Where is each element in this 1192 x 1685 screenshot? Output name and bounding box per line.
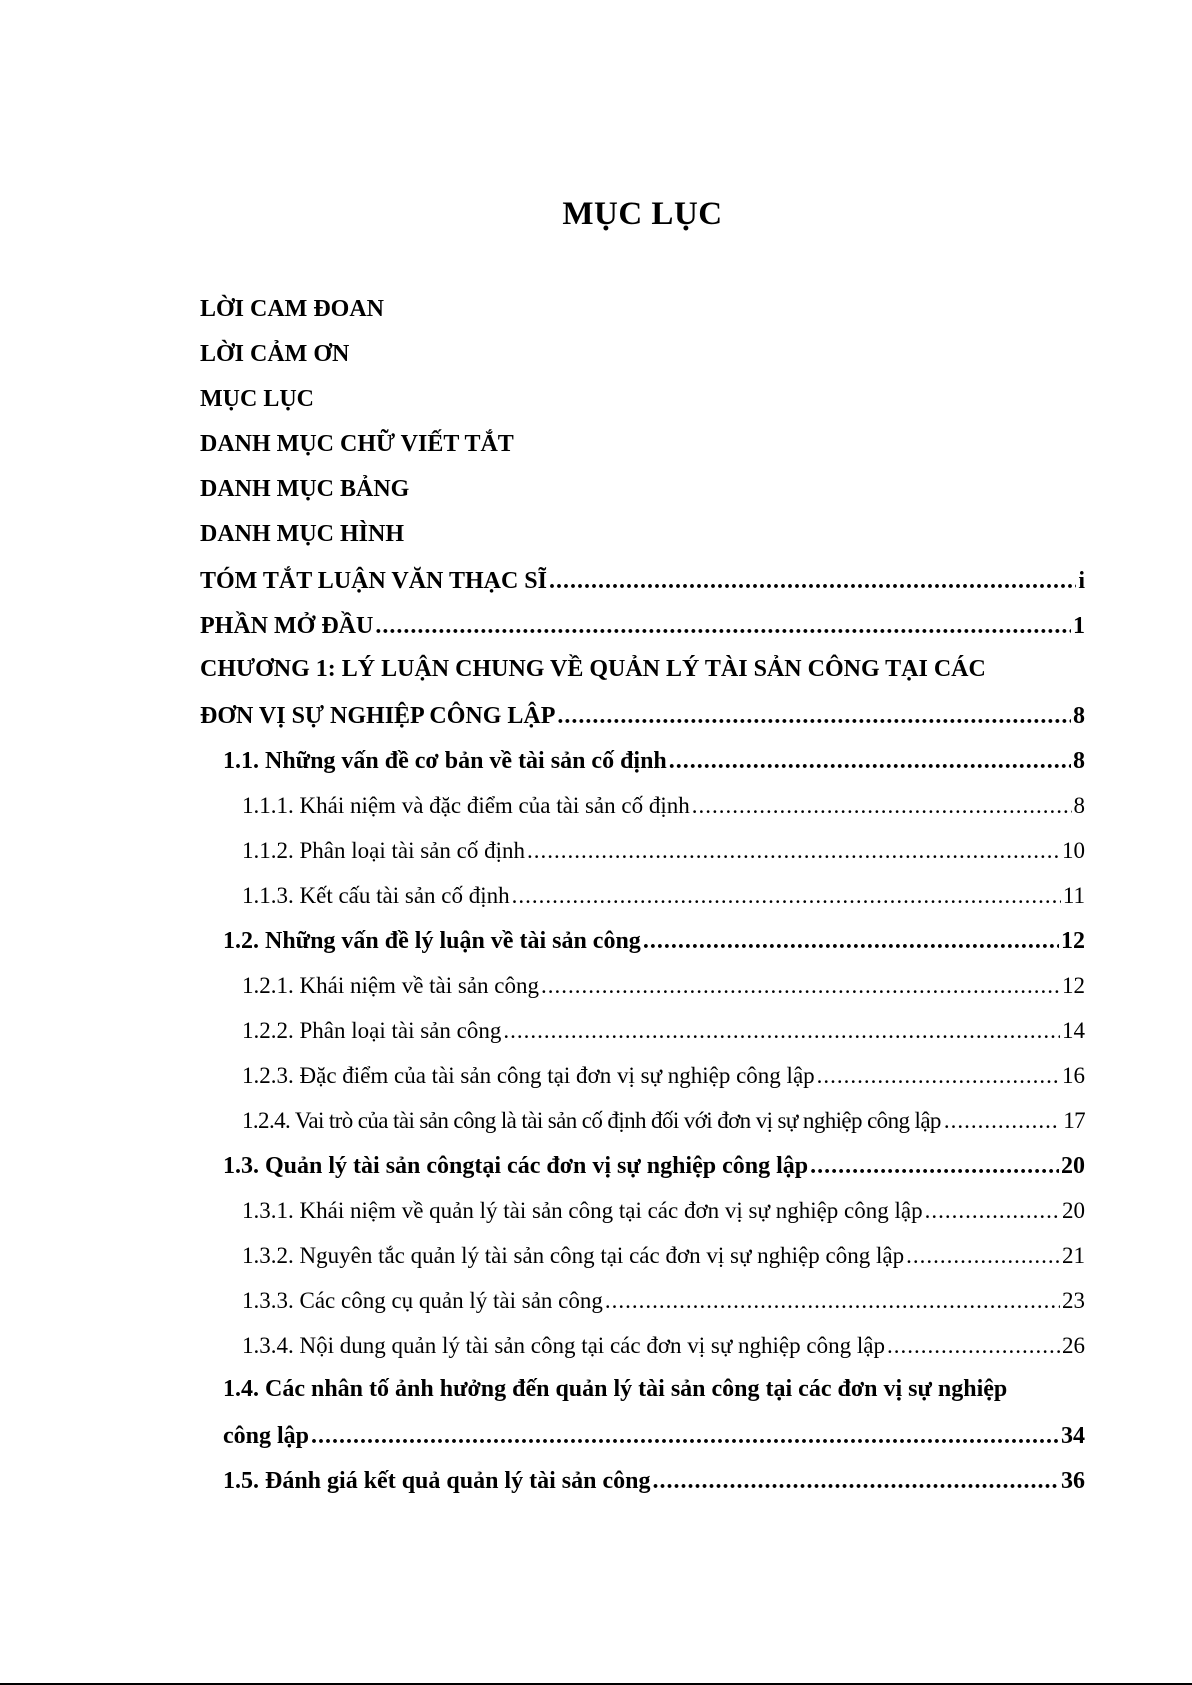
toc-page-number: 36 bbox=[1061, 1468, 1085, 1494]
toc-entry-text: 1.3. Quản lý tài sản côngtại các đơn vị sự nghiệp công lập bbox=[223, 1153, 809, 1179]
toc-entry bbox=[242, 1106, 1085, 1136]
toc-page-number: 17 bbox=[1063, 1108, 1085, 1133]
dot-leader bbox=[557, 701, 1071, 731]
toc-page-number: i bbox=[1078, 568, 1085, 594]
toc-page-number: 14 bbox=[1062, 1018, 1085, 1043]
toc-entry bbox=[242, 1061, 1085, 1091]
toc-entry-text: 1.3.3. Các công cụ quản lý tài sản công bbox=[242, 1288, 603, 1313]
toc-page-number: 20 bbox=[1061, 1153, 1085, 1179]
toc-entry bbox=[223, 1421, 1085, 1451]
toc-entry-loi-cam-on: LỜI CẢM ƠN bbox=[200, 341, 350, 367]
toc-entry bbox=[242, 1286, 1085, 1316]
toc-page-number: 12 bbox=[1061, 928, 1085, 954]
dot-leader bbox=[692, 791, 1072, 821]
toc-entry-text: 1.3.4. Nội dung quản lý tài sản công tại các đơn vị sự nghiệp công lập bbox=[242, 1333, 885, 1358]
toc-page-number: 20 bbox=[1062, 1198, 1085, 1223]
dot-leader bbox=[906, 1241, 1060, 1271]
toc-section-heading-line1: 1.4. Các nhân tố ảnh hưởng đến quản lý tài sản công tại các đơn vị sự nghiệp bbox=[223, 1376, 1008, 1402]
toc-entry-text: TÓM TẮT LUẬN VĂN THẠC SĨ bbox=[200, 568, 547, 594]
toc-page-number: 10 bbox=[1062, 838, 1085, 863]
toc-page-number: 16 bbox=[1062, 1063, 1085, 1088]
toc-page-number: 26 bbox=[1062, 1333, 1085, 1358]
toc-entry-text: công lập bbox=[223, 1423, 310, 1449]
dot-leader bbox=[817, 1061, 1060, 1091]
dot-leader bbox=[669, 746, 1071, 776]
toc-entry bbox=[242, 1241, 1085, 1271]
toc-entry-text: 1.2. Những vấn đề lý luận về tài sản công bbox=[223, 928, 641, 954]
toc-entry-text: 1.1.3. Kết cấu tài sản cố định bbox=[242, 883, 510, 908]
toc-entry-text: 1.2.1. Khái niệm về tài sản công bbox=[242, 973, 540, 998]
page-title: MỤC LỤC bbox=[562, 196, 723, 232]
dot-leader bbox=[605, 1286, 1060, 1316]
dot-leader bbox=[527, 836, 1060, 866]
toc-entry bbox=[242, 1331, 1085, 1361]
dot-leader bbox=[810, 1151, 1059, 1181]
toc-entry bbox=[223, 1466, 1085, 1496]
toc-entry-text: PHẦN MỞ ĐẦU bbox=[200, 613, 374, 639]
toc-entry-text: 1.5. Đánh giá kết quả quản lý tài sản công bbox=[223, 1468, 651, 1494]
toc-entry bbox=[242, 881, 1085, 911]
toc-entry bbox=[242, 1196, 1085, 1226]
toc-entry bbox=[242, 836, 1085, 866]
toc-entry bbox=[223, 746, 1085, 776]
toc-entry-text: 1.1. Những vấn đề cơ bản về tài sản cố định bbox=[223, 748, 667, 774]
dot-leader bbox=[944, 1106, 1060, 1136]
dot-leader bbox=[375, 611, 1071, 641]
toc-entry-text: 1.2.2. Phân loại tài sản công bbox=[242, 1018, 502, 1043]
toc-entry-chu-viet-tat: DANH MỤC CHỮ VIẾT TẮT bbox=[200, 431, 514, 457]
dot-leader bbox=[887, 1331, 1060, 1361]
toc-page-number: 8 bbox=[1073, 793, 1085, 818]
toc-entry bbox=[242, 791, 1085, 821]
toc-entry-text: 1.1.1. Khái niệm và đặc điểm của tài sản cố định bbox=[242, 793, 690, 818]
toc-entry bbox=[200, 566, 1085, 596]
toc-page-number: 23 bbox=[1062, 1288, 1085, 1313]
dot-leader bbox=[549, 566, 1076, 596]
toc-entry-danh-muc-bang: DANH MỤC BẢNG bbox=[200, 476, 410, 502]
toc-entry-loi-cam-doan: LỜI CAM ĐOAN bbox=[200, 296, 384, 322]
dot-leader bbox=[643, 926, 1059, 956]
toc-entry bbox=[223, 926, 1085, 956]
toc-page-number: 8 bbox=[1073, 703, 1085, 729]
toc-entry-danh-muc-hinh: DANH MỤC HÌNH bbox=[200, 521, 404, 547]
toc-page-number: 8 bbox=[1073, 748, 1085, 774]
toc-chapter-heading-line1: CHƯƠNG 1: LÝ LUẬN CHUNG VỀ QUẢN LÝ TÀI SẢN CÔNG TẠI CÁC bbox=[200, 656, 986, 682]
toc-entry-text: 1.2.4. Vai trò của tài sản công là tài sản cố định đối với đơn vị sự nghiệp công lập bbox=[242, 1108, 941, 1133]
toc-page-number: 12 bbox=[1062, 973, 1085, 998]
toc-entry-muc-luc: MỤC LỤC bbox=[200, 386, 314, 412]
dot-leader bbox=[503, 1016, 1060, 1046]
toc-entry-text: 1.1.2. Phân loại tài sản cố định bbox=[242, 838, 525, 863]
toc-entry-text: 1.3.1. Khái niệm về quản lý tài sản công tại các đơn vị sự nghiệp công lập bbox=[242, 1198, 923, 1223]
dot-leader bbox=[512, 881, 1061, 911]
dot-leader bbox=[652, 1466, 1059, 1496]
toc-page-number: 21 bbox=[1062, 1243, 1085, 1268]
dot-leader bbox=[925, 1196, 1060, 1226]
toc-page-number: 1 bbox=[1073, 613, 1085, 639]
dot-leader bbox=[541, 971, 1060, 1001]
toc-entry bbox=[223, 1151, 1085, 1181]
dot-leader bbox=[311, 1421, 1059, 1451]
toc-entry-text: 1.2.3. Đặc điểm của tài sản công tại đơn vị sự nghiệp công lập bbox=[242, 1063, 815, 1088]
toc-entry bbox=[200, 701, 1085, 731]
toc-entry-text: ĐƠN VỊ SỰ NGHIỆP CÔNG LẬP bbox=[200, 703, 556, 729]
toc-page-number: 34 bbox=[1061, 1423, 1085, 1449]
toc-entry bbox=[242, 971, 1085, 1001]
toc-page-number: 11 bbox=[1062, 883, 1085, 908]
toc-entry-text: 1.3.2. Nguyên tắc quản lý tài sản công tại các đơn vị sự nghiệp công lập bbox=[242, 1243, 905, 1268]
toc-entry bbox=[200, 611, 1085, 641]
toc-entry bbox=[242, 1016, 1085, 1046]
